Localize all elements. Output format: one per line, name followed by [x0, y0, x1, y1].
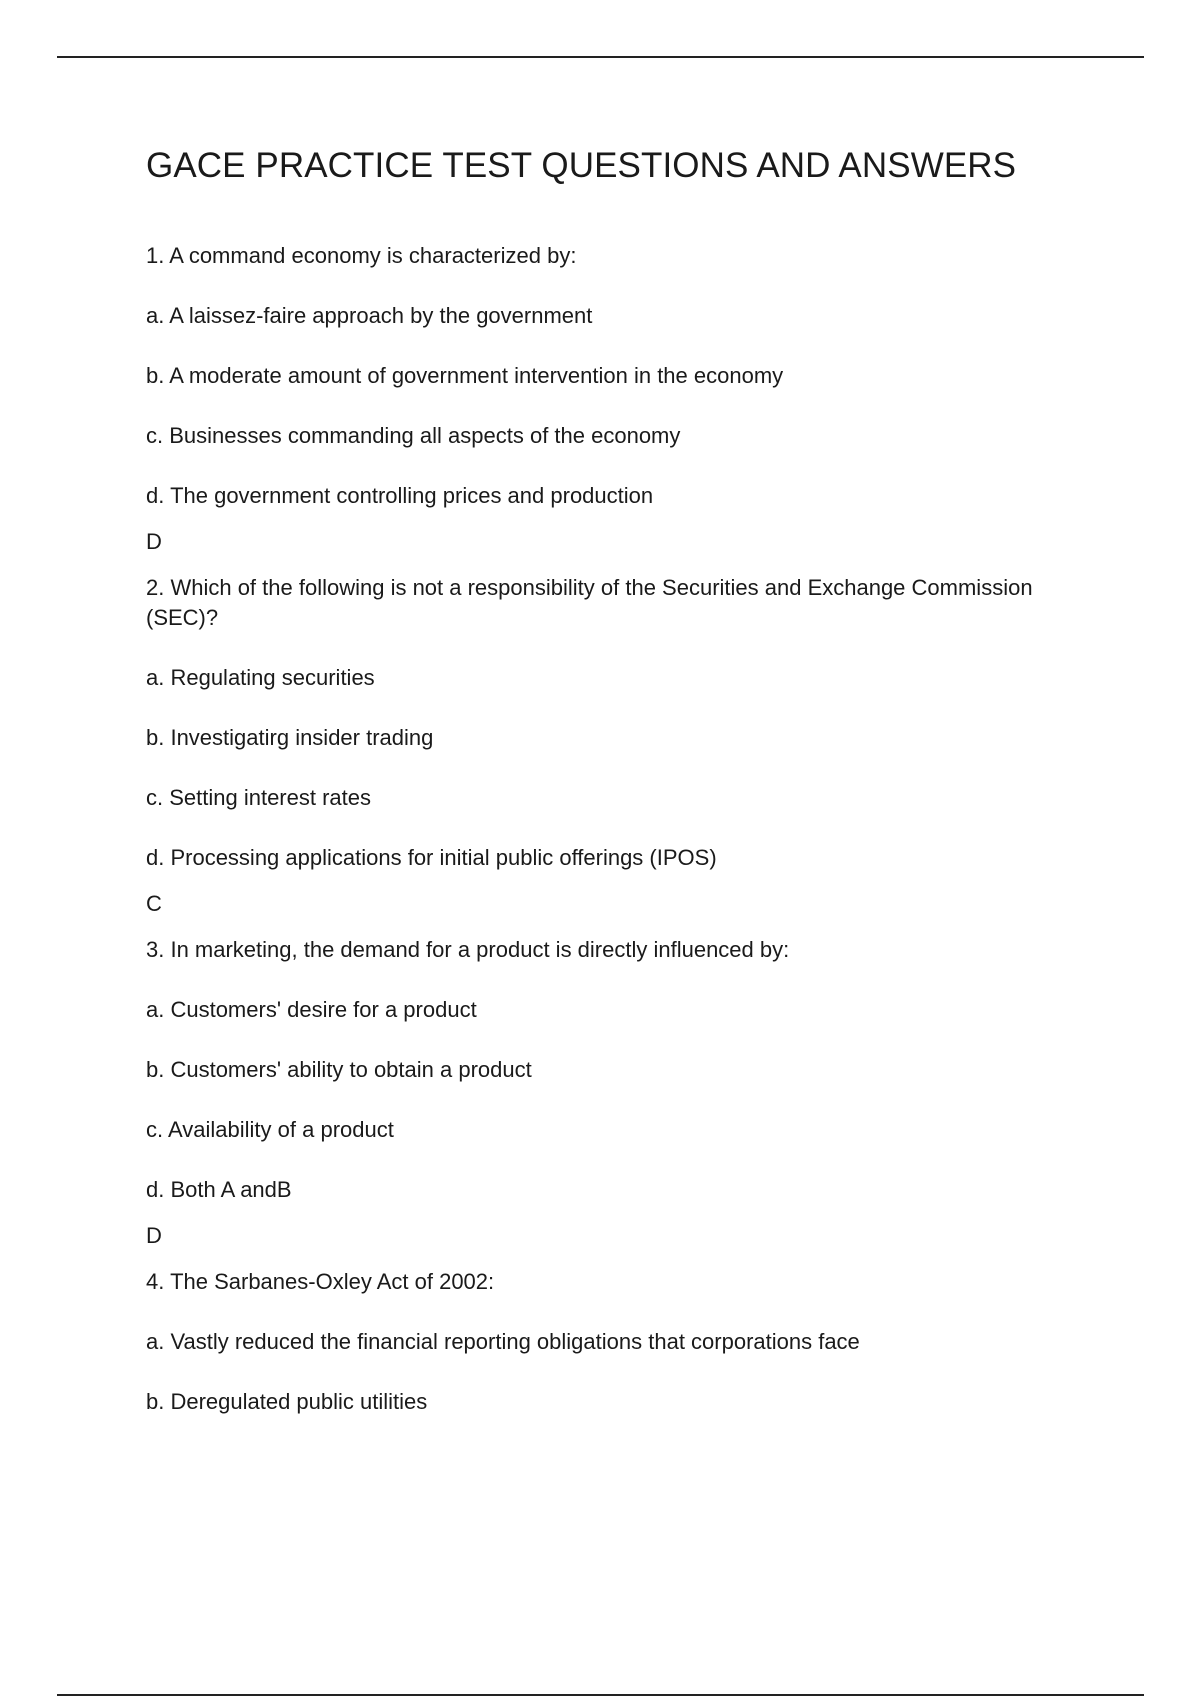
- option-b: b. A moderate amount of government intervention in the economy: [146, 363, 784, 388]
- option-c: c. Businesses commanding all aspects of the economy: [146, 423, 681, 448]
- answer-key: C: [146, 891, 162, 916]
- option-a: a. Vastly reduced the financial reporting obligations that corporations face: [146, 1329, 860, 1354]
- option-d: d. Both A andB: [146, 1177, 292, 1202]
- question-stem: 2. Which of the following is not a responsibility of the Securities and Exchange Commission (SEC)?: [146, 575, 1033, 630]
- question-stem: 3. In marketing, the demand for a product is directly influenced by:: [146, 937, 790, 962]
- option-a: a. Customers' desire for a product: [146, 997, 477, 1022]
- option-c: c. Availability of a product: [146, 1117, 394, 1142]
- question-3: [146, 935, 1066, 1251]
- bottom-rule: [57, 1694, 1144, 1696]
- question-1: [146, 241, 1066, 557]
- option-a: a. Regulating securities: [146, 665, 375, 690]
- answer-key: D: [146, 529, 162, 554]
- question-stem: 4. The Sarbanes-Oxley Act of 2002:: [146, 1269, 495, 1294]
- question-2: [146, 573, 1066, 919]
- question-4: [146, 1267, 1066, 1417]
- option-b: b. Customers' ability to obtain a product: [146, 1057, 532, 1082]
- document-title: GACE PRACTICE TEST QUESTIONS AND ANSWERS: [146, 146, 1017, 185]
- top-rule: [57, 56, 1144, 58]
- option-b: b. Investigatirg insider trading: [146, 725, 434, 750]
- question-stem: 1. A command economy is characterized by:: [146, 243, 577, 268]
- option-a: a. A laissez-faire approach by the government: [146, 303, 593, 328]
- option-d: d. The government controlling prices and production: [146, 483, 654, 508]
- document-body: [146, 142, 1066, 1447]
- option-b: b. Deregulated public utilities: [146, 1389, 428, 1414]
- option-c: c. Setting interest rates: [146, 785, 371, 810]
- option-d: d. Processing applications for initial public offerings (IPOS): [146, 845, 717, 870]
- answer-key: D: [146, 1223, 162, 1248]
